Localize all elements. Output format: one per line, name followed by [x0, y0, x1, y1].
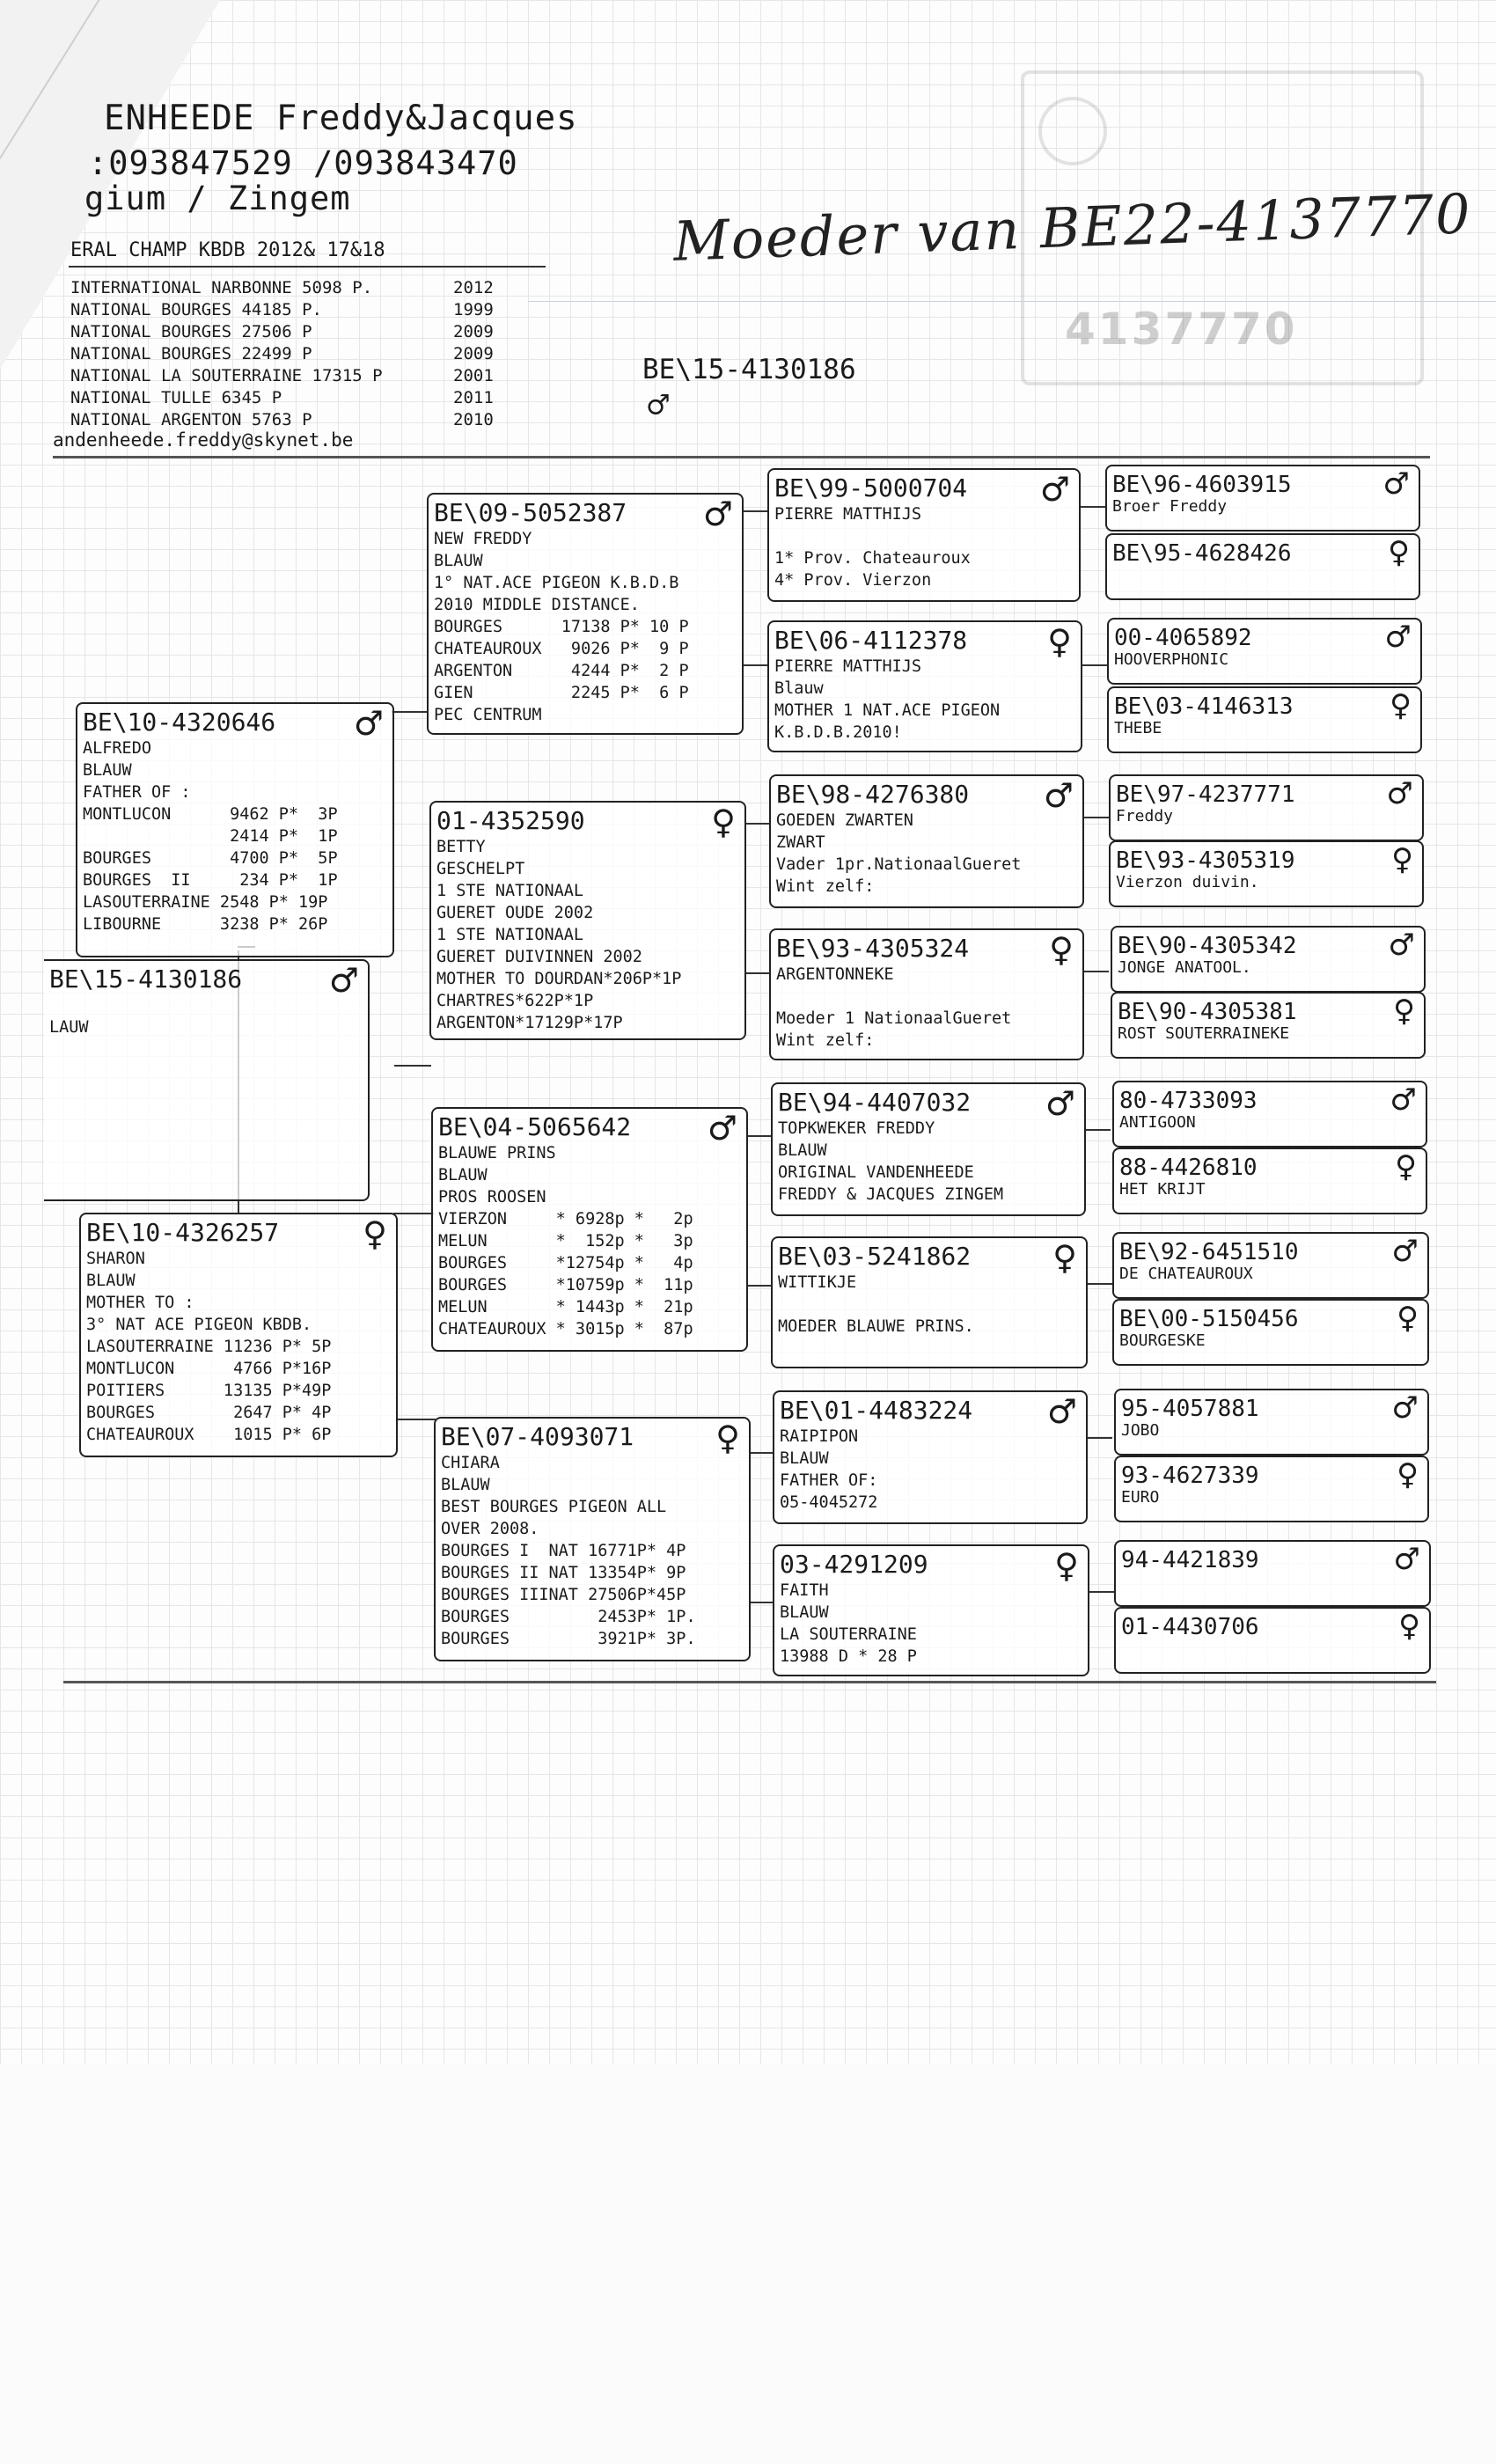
ring-number: BE\94-4407032 — [778, 1088, 972, 1117]
pigeon-details: EURO — [1121, 1488, 1160, 1507]
pigeon-details: BLAUWE PRINS BLAUW PROS ROOSEN VIERZON * 6928p * 2p MELUN * 152p * 3p BOURGES *12754p * 4p BOURGES *10759p * 11p MELUN * 1443p * 21p CHATEAUROUX * 3015p * 87p — [438, 1144, 693, 1338]
owner-location: gium / Zingem — [84, 180, 351, 217]
pigeon-details: NEW FREDDY BLAUW 1° NAT.ACE PIGEON K.B.D.B 2010 MIDDLE DISTANCE. BOURGES 17138 P* 10 P CHATEAUROUX 9026 P* 9 P ARGENTON 4244 P* 2 P GIEN 2245 P* 6 P PEC CENTRUM — [434, 530, 689, 724]
pigeon-card-maternal-grandfather — [431, 1107, 748, 1352]
owner-name: ENHEEDE Freddy&Jacques — [104, 99, 578, 138]
owner-phones: :093847529 /093843470 — [88, 144, 518, 182]
pigeon-card-gen3 — [769, 774, 1084, 908]
male-icon: ♂ — [1045, 1084, 1075, 1123]
female-icon: ♀ — [1395, 1149, 1417, 1184]
result-row: INTERNATIONAL NARBONNE 5098 P. 2012 — [70, 278, 494, 297]
pigeon-details: RAIPIPON BLAUW FATHER OF: 05-4045272 — [780, 1427, 878, 1512]
pigeon-details: Vierzon duivin. — [1116, 873, 1259, 891]
ring-number: BE\90-4305381 — [1118, 999, 1297, 1025]
pigeon-card-gen4 — [1105, 533, 1420, 600]
male-icon: ♂ — [1382, 466, 1410, 502]
female-icon: ♀ — [1391, 842, 1413, 877]
pigeon-card-gen4 — [1114, 1540, 1431, 1607]
ring-number: BE\10-4320646 — [83, 708, 276, 737]
connector — [1084, 817, 1109, 818]
stamp-seal-icon — [1038, 97, 1107, 165]
ring-number: BE\15-4130186 — [49, 964, 243, 994]
pigeon-details: HET KRIJT — [1119, 1180, 1206, 1199]
connector — [744, 664, 768, 666]
male-icon: ♂ — [1046, 1392, 1077, 1431]
ring-number: BE\95-4628426 — [1112, 540, 1292, 567]
pigeon-card-gen3 — [769, 928, 1084, 1060]
connector — [750, 1452, 774, 1454]
result-row: NATIONAL LA SOUTERRAINE 17315 P 2001 — [70, 366, 494, 385]
ring-number: BE\93-4305319 — [1116, 847, 1295, 874]
connector — [1082, 664, 1107, 666]
handwritten-note: Moeder van BE22-4137770 — [672, 181, 1473, 274]
ring-number: BE\03-5241862 — [778, 1242, 972, 1271]
pigeon-details: ROST SOUTERRAINEKE — [1118, 1024, 1290, 1043]
male-icon: ♂ — [1391, 1390, 1419, 1426]
pigeon-card-gen3 — [771, 1236, 1088, 1368]
pigeon-details: PIERRE MATTHIJS Blauw MOTHER 1 NAT.ACE PIGEON K.B.D.B.2010! — [774, 657, 1001, 742]
male-icon: ♂ — [353, 704, 384, 743]
pigeon-card-father — [76, 702, 394, 957]
pigeon-details: ANTIGOON — [1119, 1113, 1196, 1132]
pigeon-card-paternal-grandfather — [427, 493, 744, 735]
ring-number: BE\10-4326257 — [86, 1218, 280, 1247]
result-row: NATIONAL BOURGES 27506 P 2009 — [70, 322, 494, 341]
pigeon-details: HOOVERPHONIC — [1114, 650, 1229, 669]
pigeon-details: Freddy — [1116, 807, 1174, 825]
bottom-separator — [63, 1681, 1436, 1683]
ring-number: BE\99-5000704 — [774, 473, 968, 502]
connector — [1089, 1591, 1114, 1593]
pigeon-card-gen3 — [767, 468, 1081, 602]
pigeon-card-gen3 — [773, 1390, 1088, 1524]
connector — [1088, 1437, 1112, 1439]
connector — [750, 1602, 774, 1603]
pigeon-card-gen4 — [1109, 774, 1424, 841]
male-icon: ♂ — [1393, 1542, 1420, 1577]
ring-number: 01-4430706 — [1121, 1614, 1259, 1640]
connector — [392, 711, 427, 713]
pigeon-card-mother — [79, 1213, 398, 1457]
pigeon-card-maternal-grandmother — [434, 1417, 751, 1661]
male-icon: ♂ — [707, 1109, 737, 1148]
pigeon-card-gen4 — [1114, 1456, 1429, 1522]
pigeon-details: WITTIKJE MOEDER BLAUWE PRINS. — [778, 1273, 974, 1336]
connector — [396, 1419, 436, 1420]
male-icon: ♂ — [1390, 1082, 1417, 1118]
male-icon: ♂ — [702, 495, 733, 533]
male-icon: ♂ — [1386, 776, 1413, 811]
pigeon-card-gen4 — [1114, 1389, 1429, 1456]
female-icon: ♀ — [1397, 1301, 1419, 1336]
pigeon-card-gen4 — [1112, 1232, 1429, 1299]
male-icon: ♂ — [1043, 776, 1074, 815]
ring-number: 03-4291209 — [780, 1550, 928, 1579]
ring-number: 00-4065892 — [1114, 625, 1252, 651]
female-icon: ♀ — [711, 803, 736, 841]
pigeon-card-gen3 — [771, 1082, 1086, 1216]
pigeon-details: Broer Freddy — [1112, 497, 1228, 516]
ring-number: 88-4426810 — [1119, 1155, 1258, 1181]
email: andenheede.freddy@skynet.be — [53, 429, 354, 451]
main-ring-number: BE\15-4130186 — [642, 354, 856, 385]
result-row: NATIONAL BOURGES 22499 P 2009 — [70, 344, 494, 363]
female-icon: ♀ — [1398, 1609, 1420, 1644]
result-row: NATIONAL BOURGES 44185 P. 1999 — [70, 300, 494, 319]
pigeon-details: JONGE ANATOOL. — [1118, 958, 1251, 977]
ring-number: 95-4057881 — [1121, 1396, 1259, 1422]
pigeon-card-gen4 — [1107, 618, 1422, 685]
ruled-line — [528, 301, 1496, 302]
ring-number: BE\98-4276380 — [776, 780, 970, 809]
ring-number: BE\04-5065642 — [438, 1112, 632, 1141]
pigeon-card-gen4 — [1112, 1081, 1427, 1148]
ring-number: BE\09-5052387 — [434, 498, 627, 527]
ring-number: BE\96-4603915 — [1112, 472, 1292, 498]
pigeon-details: SHARON BLAUW MOTHER TO : 3° NAT ACE PIGEON KBDB. LASOUTERRAINE 11236 P* 5P MONTLUCON 4766 P*16P POITIERS 13135 P*49P BOURGES 2647 P* 4P CHATEAUROUX 1015 P* 6P — [86, 1250, 332, 1444]
ring-number: BE\07-4093071 — [441, 1422, 634, 1451]
connector — [1086, 1129, 1111, 1131]
connector — [1084, 971, 1109, 972]
pigeon-details: GOEDEN ZWARTEN ZWART Vader 1pr.NationaalGueret Wint zelf: — [776, 811, 1022, 896]
pigeon-card-gen4 — [1114, 1607, 1431, 1674]
female-icon: ♀ — [1047, 622, 1072, 661]
male-icon: ♂ — [1391, 1234, 1419, 1269]
female-icon: ♀ — [1390, 688, 1412, 723]
pigeon-details: BOURGESKE — [1119, 1331, 1206, 1350]
ring-number: BE\92-6451510 — [1119, 1239, 1299, 1265]
ring-number: 94-4421839 — [1121, 1547, 1259, 1573]
championship-title: ERAL CHAMP KBDB 2012& 17&18 — [70, 239, 385, 261]
female-icon: ♀ — [1054, 1546, 1079, 1585]
stamp-number: 4137770 — [1065, 304, 1298, 355]
connector — [748, 1285, 772, 1287]
pigeon-details: CHIARA BLAUW BEST BOURGES PIGEON ALL OVER 2008. BOURGES I NAT 16771P* 4P BOURGES II NAT 13354P* 9P BOURGES IIINAT 27506P*45P BOURGES 2453P* 1P. BOURGES 3921P* 3P. — [441, 1454, 696, 1648]
ring-number: 01-4352590 — [436, 806, 585, 835]
connector — [393, 1213, 434, 1214]
connector — [746, 972, 770, 974]
pigeon-card-gen4 — [1109, 840, 1424, 907]
pigeon-details: DE CHATEAUROUX — [1119, 1265, 1253, 1283]
female-icon: ♀ — [1052, 1238, 1077, 1277]
male-icon: ♂ — [648, 385, 670, 426]
connector — [394, 1065, 431, 1067]
ring-number: BE\00-5150456 — [1119, 1306, 1299, 1332]
male-icon: ♂ — [1039, 470, 1070, 509]
connector — [1081, 506, 1105, 508]
pigeon-card-gen4 — [1105, 465, 1420, 532]
ring-number: BE\03-4146313 — [1114, 693, 1294, 720]
ring-number: BE\97-4237771 — [1116, 781, 1295, 808]
pigeon-card-gen4 — [1111, 926, 1426, 993]
ring-number: BE\06-4112378 — [774, 626, 968, 655]
divider — [69, 266, 546, 268]
pigeon-card-gen4 — [1112, 1148, 1427, 1214]
pigeon-details: JOBO — [1121, 1421, 1160, 1440]
pigeon-card-gen3 — [773, 1544, 1089, 1676]
ring-number: BE\93-4305324 — [776, 934, 970, 963]
pigeon-details: ALFREDO BLAUW FATHER OF : MONTLUCON 9462 P* 3P 2414 P* 1P BOURGES 4700 P* 5P BOURGES II 234 P* 1P LASOUTERRAINE 2548 P* 19P LIBOURNE 3238 P* 26P — [83, 739, 338, 934]
result-row: NATIONAL ARGENTON 5763 P 2010 — [70, 410, 494, 429]
top-separator — [53, 456, 1430, 458]
pigeon-card-gen4 — [1111, 992, 1426, 1059]
female-icon: ♀ — [1397, 1457, 1419, 1492]
pigeon-details: THEBE — [1114, 719, 1162, 737]
pigeon-card-gen3 — [767, 620, 1082, 752]
pigeon-details: PIERRE MATTHIJS 1* Prov. Chateauroux 4* Prov. Vierzon — [774, 505, 971, 590]
female-icon: ♀ — [363, 1214, 387, 1253]
male-icon: ♂ — [1388, 928, 1415, 963]
connector — [748, 1135, 772, 1137]
ring-number: 80-4733093 — [1119, 1088, 1258, 1114]
ring-number: 93-4627339 — [1121, 1463, 1259, 1489]
female-icon: ♀ — [1388, 535, 1410, 570]
female-icon: ♀ — [715, 1419, 740, 1457]
connector — [1088, 1283, 1112, 1285]
pigeon-card-paternal-grandmother — [429, 801, 746, 1040]
pigeon-details: TOPKWEKER FREDDY BLAUW ORIGINAL VANDENHEEDE FREDDY & JACQUES ZINGEM — [778, 1119, 1004, 1204]
pigeon-card-subject — [44, 959, 370, 1201]
pigeon-details: BETTY GESCHELPT 1 STE NATIONAAL GUERET OUDE 2002 1 STE NATIONAAL GUERET DUIVINNEN 2002 MOTHER TO DOURDAN*206P*1P CHARTRES*622P*1P ARGENTON*17129P*17P — [436, 838, 682, 1032]
connector — [744, 510, 768, 512]
male-icon: ♂ — [328, 961, 359, 1000]
results-list — [70, 277, 494, 431]
pigeon-details: FAITH BLAUW LA SOUTERRAINE 13988 D * 28 P — [780, 1581, 917, 1666]
connector — [746, 823, 770, 825]
male-icon: ♂ — [1384, 620, 1412, 655]
ring-number: BE\90-4305342 — [1118, 933, 1297, 959]
ring-number: BE\01-4483224 — [780, 1396, 973, 1425]
female-icon: ♀ — [1393, 994, 1415, 1029]
pigeon-details: LAUW — [49, 1018, 89, 1037]
pigeon-card-gen4 — [1112, 1299, 1429, 1366]
pigeon-details: ARGENTONNEKE Moeder 1 NationaalGueret Wint zelf: — [776, 965, 1012, 1050]
pigeon-card-gen4 — [1107, 686, 1422, 753]
female-icon: ♀ — [1049, 930, 1074, 969]
result-row: NATIONAL TULLE 6345 P 2011 — [70, 388, 494, 407]
